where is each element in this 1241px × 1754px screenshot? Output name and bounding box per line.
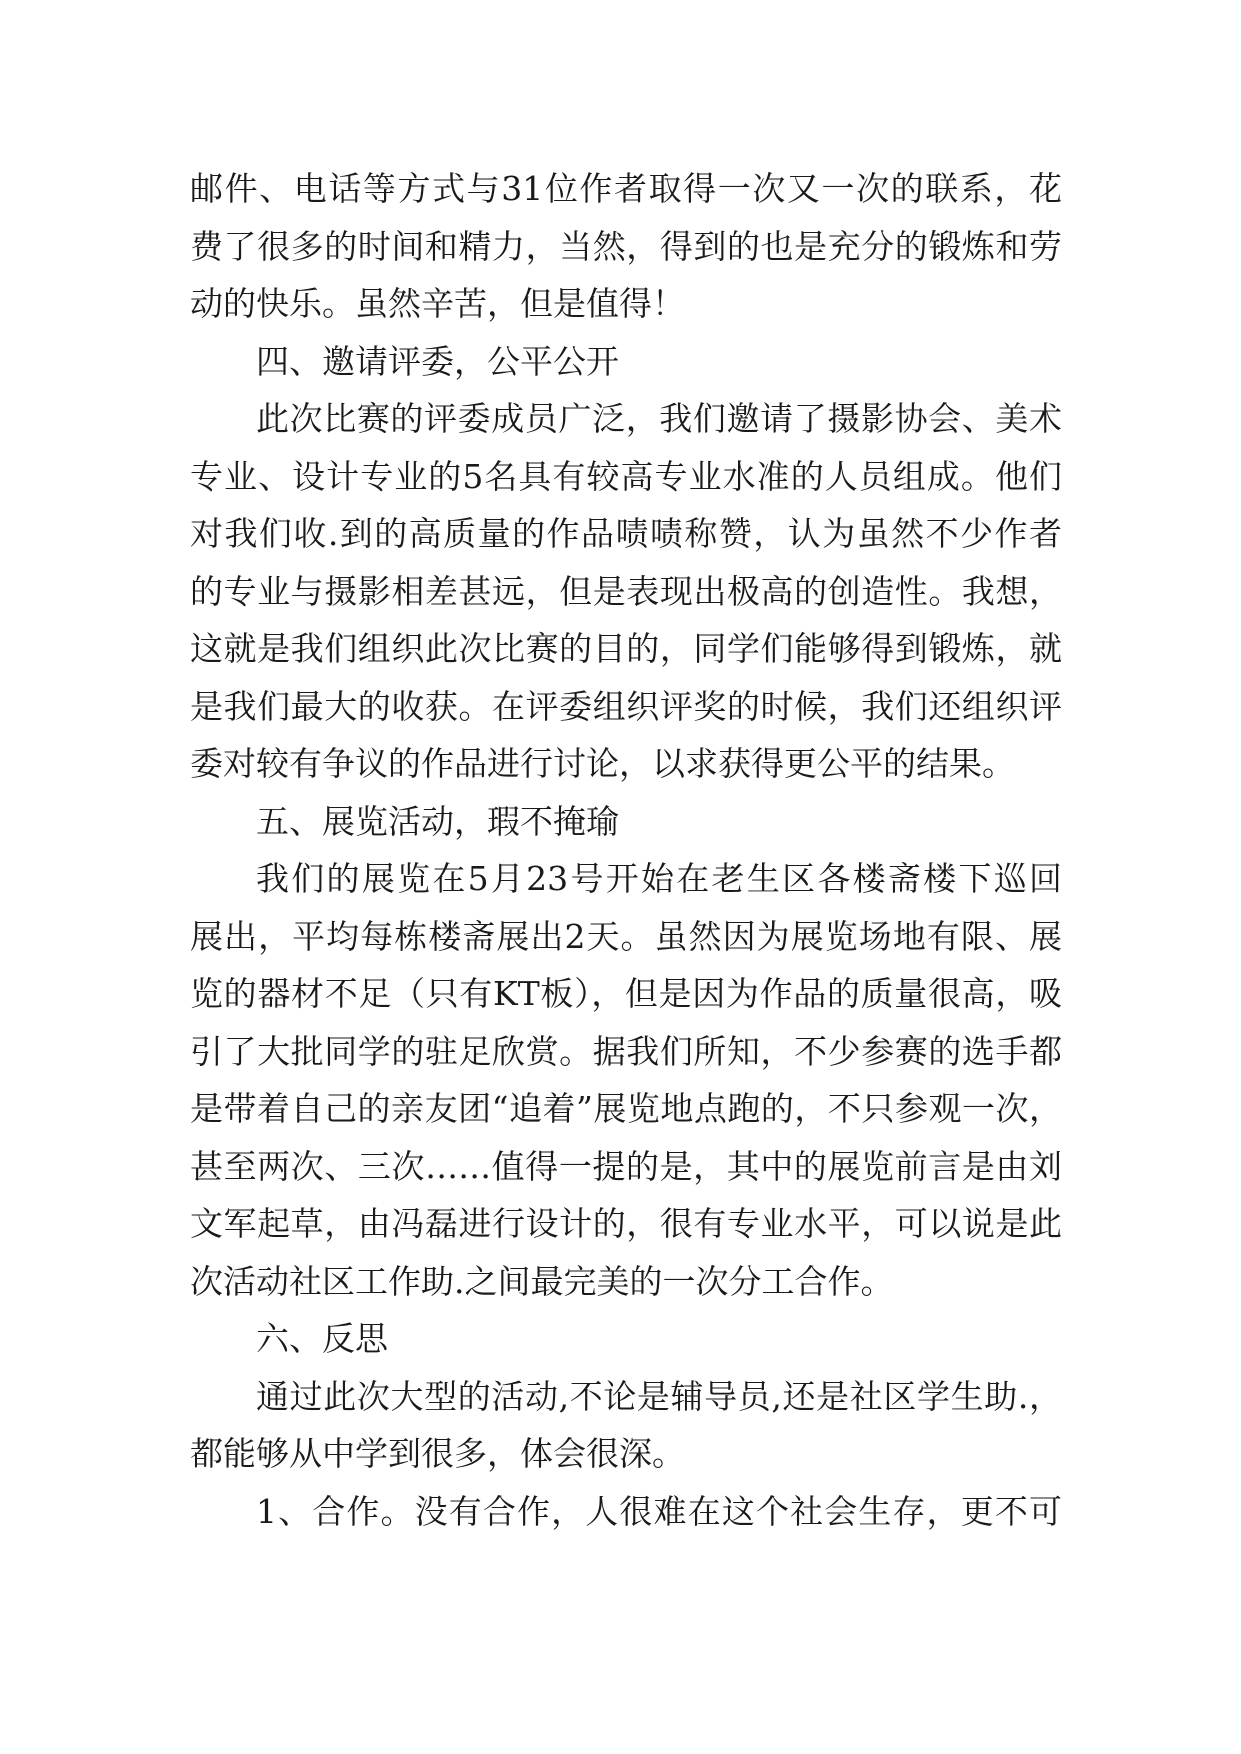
- text-line: 对我们收.到的高质量的作品啧啧称赞，认为虽然不少作者: [190, 514, 1062, 553]
- text-line: 动的快乐。虽然辛苦，但是值得！: [190, 284, 685, 323]
- text-line: 1、合作。没有合作，人很难在这个社会生存，更不可: [256, 1491, 1062, 1531]
- text-line: 六、反思: [256, 1319, 388, 1358]
- text-line: 专业、设计专业的5名具有较高专业水准的人员组成。他们: [190, 456, 1062, 496]
- text-line: 文军起草，由冯磊进行设计的，很有专业水平，可以说是此: [190, 1204, 1062, 1243]
- text-line: 通过此次大型的活动,不论是辅导员,还是社区学生助.，: [256, 1376, 1062, 1416]
- text-line: 五、展览活动，瑕不掩瑜: [256, 801, 619, 841]
- text-line: 我们的展览在5月23号开始在老生区各楼斋楼下巡回: [256, 859, 1062, 898]
- text-line: 引了大批同学的驻足欣赏。据我们所知，不少参赛的选手都: [190, 1031, 1062, 1071]
- text-line: 费了很多的时间和精力，当然，得到的也是充分的锻炼和劳: [190, 226, 1062, 266]
- text-line: 是带着自己的亲友团“追着”展览地点跑的，不只参观一次，: [190, 1089, 1062, 1128]
- text-line: 览的器材不足（只有KT板），但是因为作品的质量很高，吸: [190, 974, 1062, 1013]
- text-line: 四、邀请评委，公平公开: [256, 341, 619, 381]
- document-body: [190, 160, 1062, 1540]
- text-line: 的专业与摄影相差甚远，但是表现出极高的创造性。我想，: [190, 571, 1062, 611]
- text-line: 展出，平均每栋楼斋展出2天。虽然因为展览场地有限、展: [190, 916, 1062, 956]
- text-line: 都能够从中学到很多，体会很深。: [190, 1434, 685, 1473]
- text-line: 邮件、电话等方式与31位作者取得一次又一次的联系，花: [190, 169, 1062, 208]
- text-line: 此次比赛的评委成员广泛，我们邀请了摄影协会、美术: [256, 399, 1062, 438]
- text-line: 次活动社区工作助.之间最完美的一次分工合作。: [190, 1261, 894, 1301]
- text-line: 是我们最大的收获。在评委组织评奖的时候，我们还组织评: [190, 686, 1062, 726]
- text-line: 委对较有争议的作品进行讨论，以求获得更公平的结果。: [190, 744, 1015, 783]
- text-line: 这就是我们组织此次比赛的目的，同学们能够得到锻炼，就: [190, 629, 1062, 668]
- text-line: 甚至两次、三次……值得一提的是，其中的展览前言是由刘: [190, 1146, 1062, 1186]
